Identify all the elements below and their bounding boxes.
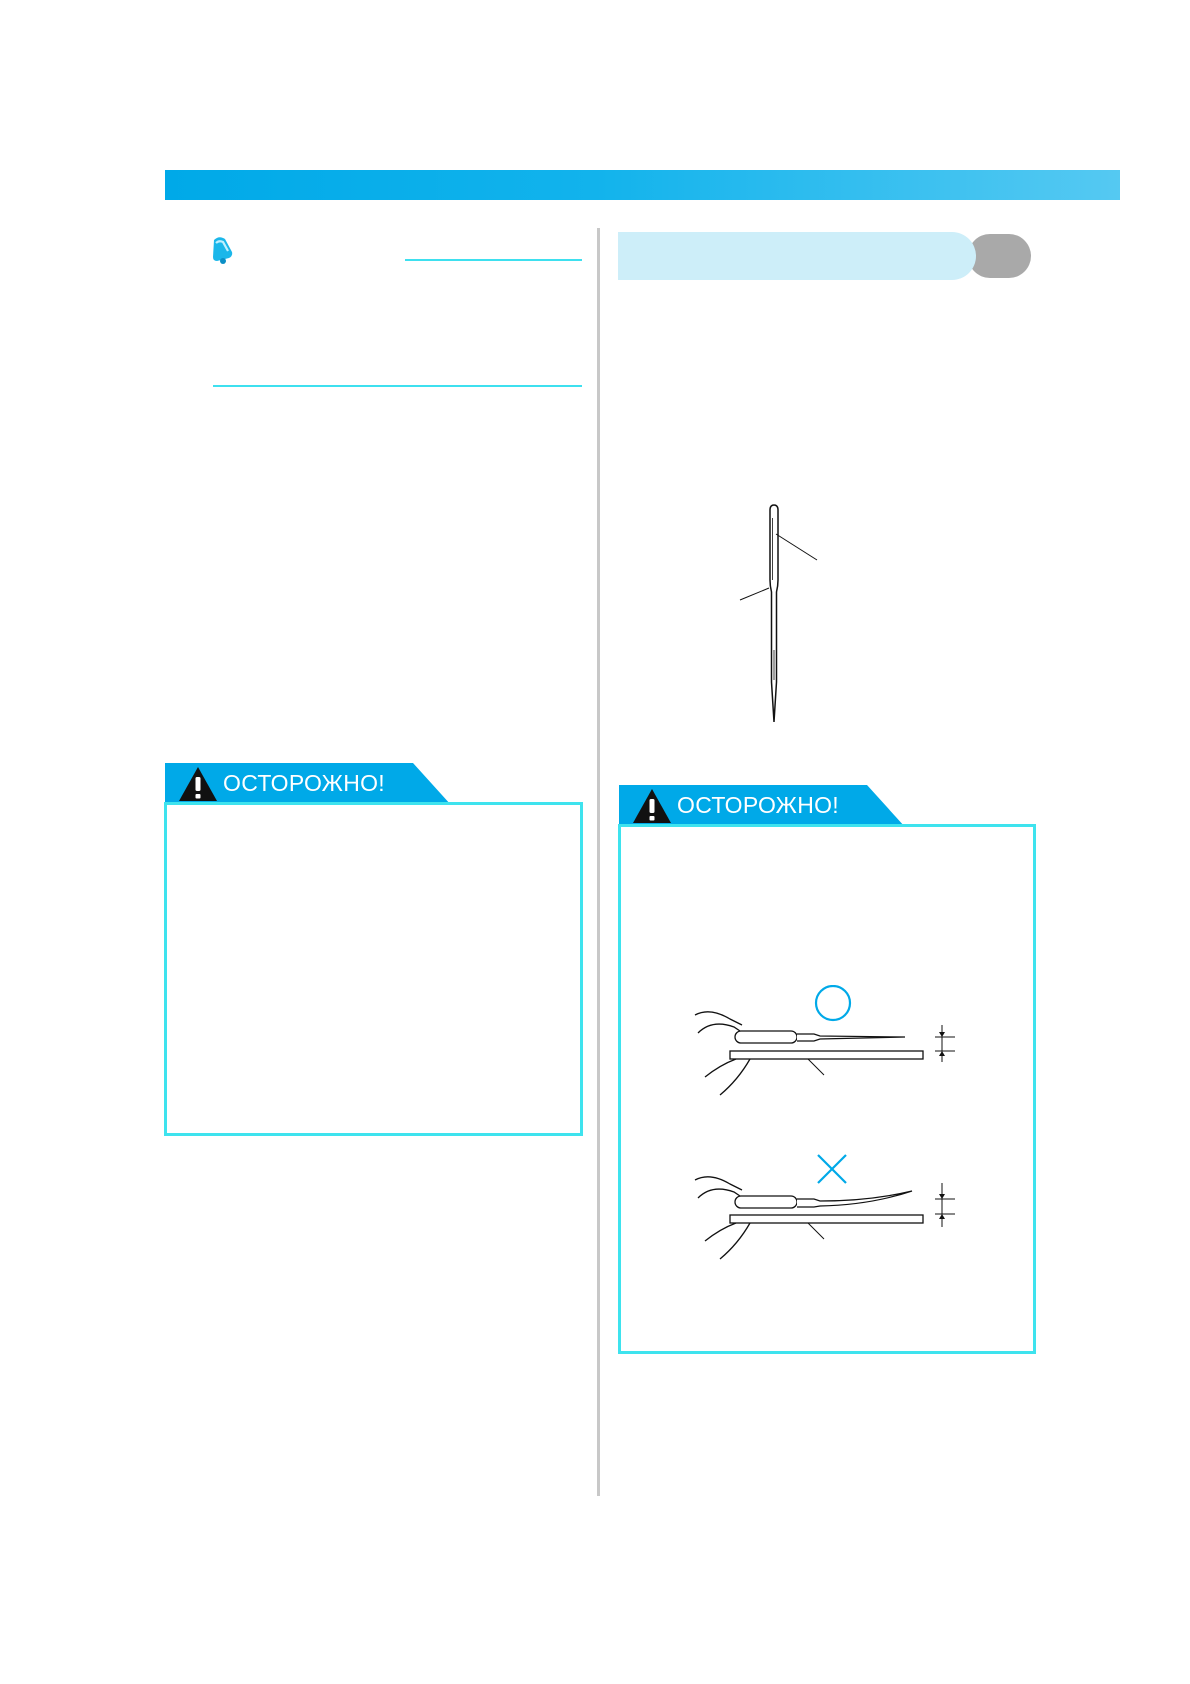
section-heading-tab xyxy=(618,232,1033,280)
caution-box-left xyxy=(164,802,583,1136)
warning-triangle-icon xyxy=(631,787,673,825)
needle-check-illustration xyxy=(690,985,970,1295)
caution-label: ОСТОРОЖНО! xyxy=(677,792,839,818)
caution-label: ОСТОРОЖНО! xyxy=(223,770,385,796)
bell-icon xyxy=(205,234,237,266)
caution-tab-right xyxy=(619,785,905,827)
header-band xyxy=(165,170,1120,200)
bent-needle-on-plate xyxy=(695,1177,955,1259)
memo-rule-bottom xyxy=(213,385,582,387)
section-tab-body xyxy=(618,232,976,280)
straight-needle-on-plate xyxy=(695,1012,955,1095)
sewing-needle-illustration xyxy=(725,500,835,730)
caution-tab-left xyxy=(165,763,451,805)
circle-ok-icon xyxy=(816,986,850,1020)
memo-rule-top xyxy=(405,259,582,261)
column-divider xyxy=(597,228,600,1496)
warning-triangle-icon xyxy=(177,765,219,803)
cross-ng-icon xyxy=(818,1155,846,1183)
section-tab-end xyxy=(968,234,1031,278)
